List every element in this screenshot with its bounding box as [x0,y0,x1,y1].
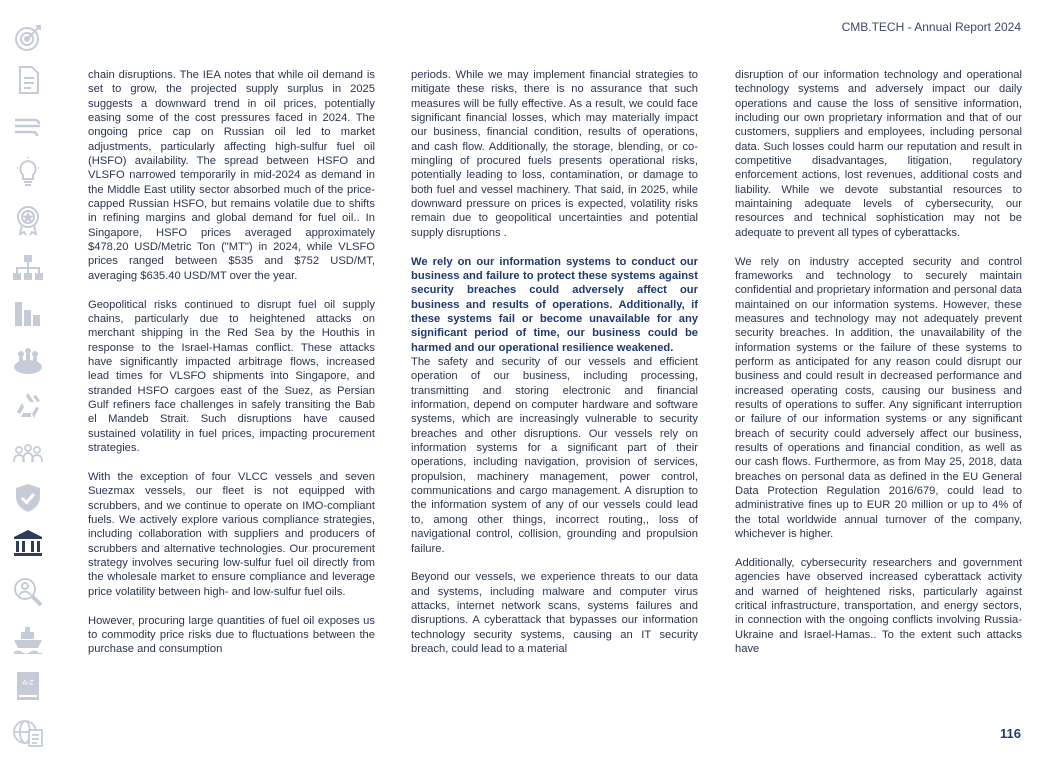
wind-icon[interactable] [12,110,44,142]
risk-heading-information-systems: We rely on our information systems to conduct our business and failure to protect these systems against security breaches could adversely affect our business and results of operations. Additionally, if these systems fail or become unavailable for any significant period of time, our business could be harmed and our operational resilience weakened. [411,255,698,354]
globe-document-icon[interactable] [12,716,44,748]
people-icon[interactable] [12,436,44,468]
recycle-icon[interactable] [12,390,44,422]
text-column-2 [411,68,698,671]
paragraph-geopolitical-risks: Geopolitical risks continued to disrupt fuel oil supply chains, particularly due to heightened attacks on merchant shipping in the Red Sea by the Houthis in response to the Israel-Hamas conflict. These attacks have significantly impacted arbitrage flows, increased lead times for VLSFO shipments into Singapore, and stranded HSFO cargoes east of the Suez, as Persian Gulf refiners face challenges in safely transiting the Bab el Mandeb Strait. Such disruptions have caused sustained volatility in fuel prices, impacting procurement strategies. [88,298,375,455]
award-icon[interactable] [12,204,44,236]
bar-chart-icon[interactable] [12,298,44,330]
page-number: 116 [1000,726,1021,741]
ship-icon[interactable] [12,624,44,656]
paragraph-security-frameworks: We rely on industry accepted security and control frameworks and technology to securely maintain confidential and proprietary information and personal data maintained on our information systems. However, these measures and technology may not adequately prevent security breaches. In addition, the unavailability of the information systems or the failure of these systems to perform as anticipated for any reason could disrupt our business and could result in decreased performance and increased operating costs, causing our business and results of operations to suffer. Any significant interruption or failure of our information systems or any significant breach of security could adversely affect our business, results of operations and financial condition, as well as our cash flows. Furthermore, as from May 25, 2018, data breaches on personal data as defined in the EU General Data Protection Regulation 2016/679, could lead to administrative fines up to EUR 20 million or up to 4% of the total worldwide annual turnover of the company, whichever is higher. [735,255,1022,541]
paragraph-scrubbers: With the exception of four VLCC vessels and seven Suezmax vessels, our fleet is not equipped with scrubbers, and we continue to operate on IMO-compliant fuels. We actively explore various compliance strategies, including collaboration with suppliers and producers of scrubbers and alternative technologies. Our procurement strategy involves securing low-sulfur fuel oil directly from the wholesale market to ensure compliance and leverage price volatility between high- and low-sulfur fuel oils. [88,470,375,598]
paragraph-procurement: However, procuring large quantities of fuel oil exposes us to commodity price risks due to fluctuations between the purchase and consumption [88,614,375,656]
bank-icon[interactable] [12,528,44,560]
lightbulb-icon[interactable] [12,156,44,188]
paragraph-fuel-prices: chain disruptions. The IEA notes that while oil demand is set to grow, the projected supply surplus in 2025 suggests a downward trend in oil prices, potentially easing some of the cost pressures faced in 2024. The ongoing price cap on Russian oil led to market adjustments, particularly affecting high-sulfur fuel oil (HSFO) availability. The spread between HSFO and VLSFO narrowed temporarily in mid-2024 as demand in the Middle East utility sector absorbed much of the price-capped Russian HSFO, but remains volatile due to shifts in refining margins and global demand for fuel oil.. In Singapore, HSFO prices averaged approximately $478.20 USD/Metric Ton ("MT") in 2024, while VLSFO prices ranged between $535 and $752 USD/MT, averaging $635.40 USD/MT over the year. [88,69,375,282]
section-sidebar [8,14,48,754]
glossary-icon[interactable] [12,670,44,702]
paragraph-disruption-impact: disruption of our information technology and operational technology systems and adversely impact our daily operations and cause the loss of sensitive information, including our own proprietary information and that of our customers, suppliers and employees, including personal data. Such losses could harm our reputation and result in competitive disadvantages, litigation, regulatory enforcement actions, lost revenues, additional costs and liability. While we devote substantial resources to maintaining adequate levels of cybersecurity, our resources and technical sophistication may not be adequate to prevent all types of cyberattacks. [735,69,1022,239]
paragraph-cyber-threats: Beyond our vessels, we experience threats to our data and systems, including malware and computer virus attacks, internet network scans, systems failures and disruptions. A cyberattack that bypasses our information technology security systems, causing an IT security breach, could lead to a material [411,571,698,656]
report-header-title: CMB.TECH - Annual Report 2024 [841,20,1021,34]
search-person-icon[interactable] [12,576,44,608]
paragraph-vessel-systems: The safety and security of our vessels and efficient operation of our business, including processing, transmitting and storing electronic and financial information, depend on computer hardware and software systems, which are increasingly vulnerable to security breaches and other disruptions. Our vessels rely on information systems for a significant part of their operations, including navigation, provision of services, propulsion, machinery management, power control, communications and cargo management. A disruption to the information system of any of our vessels could lead to, among other things, incorrect routing,, loss of navigational control, collision, grounding and propulsion failure. [411,356,698,555]
glossary-icon-label: A-Z [22,680,34,687]
target-icon[interactable] [12,22,44,54]
shield-check-icon[interactable] [12,482,44,514]
paragraph-cyberattack-activity: Additionally, cybersecurity researchers and government agencies have observed increased cyberattack activity and warned of heightened risks, particularly against critical infrastructure, transportation, and energy sectors, in connection with the ongoing conflicts involving Russia-Ukraine and Israel-Hamas.. To the extent such attacks have [735,557,1022,656]
paragraph-financial-strategies: periods. While we may implement financial strategies to mitigate these risks, there is no assurance that such measures will be fully effective. As a result, we could face significant financial losses, which may materially impact our business, financial condition, results of operations, and cash flow. Additionally, the storage, blending, or co-mingling of procured fuels presents operational risks, potentially leading to loss, contamination, or damage to both fuel and vessel machinery. That said, in 2025, while downward pressure on prices is expected, volatility risks remain due to geopolitical uncertainties and potential supply disruptions . [411,69,698,239]
text-column-3 [735,68,1022,671]
document-icon[interactable] [12,64,44,96]
org-chart-icon[interactable] [12,252,44,284]
community-icon[interactable] [12,344,44,376]
text-column-1 [88,68,375,671]
